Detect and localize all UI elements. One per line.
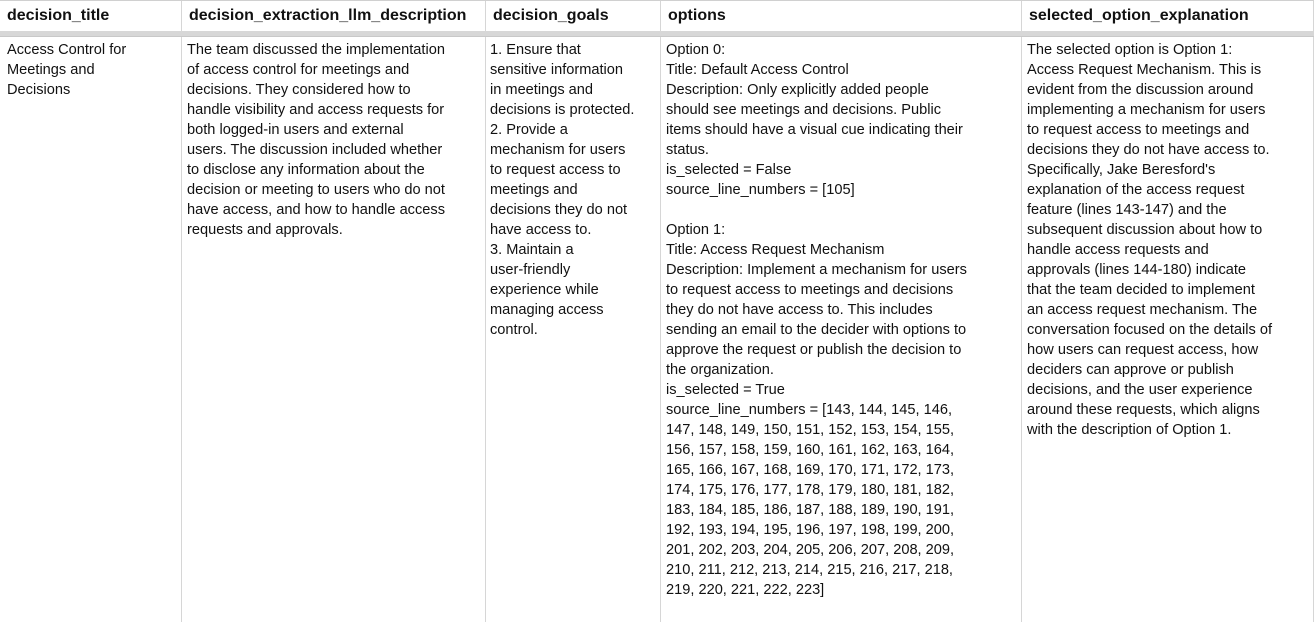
cell-decision-title[interactable]: Access Control for Meetings and Decisions (0, 37, 182, 622)
cell-decision-extraction-llm-description[interactable]: The team discussed the implementation of access control for meetings and decisions. They considered how to handle visibility and access requests for both logged-in users and external users. The discussion included whether to disclose any information about the decision or meeting to users who do not have access, and how to handle access requests and approvals. (182, 37, 486, 622)
header-cell-decision-extraction-llm-description[interactable]: decision_extraction_llm_description (182, 1, 486, 31)
header-cell-selected-option-explanation[interactable]: selected_option_explanation (1022, 1, 1314, 31)
table-row (0, 37, 1314, 622)
header-cell-decision-goals[interactable]: decision_goals (486, 1, 661, 31)
header-cell-decision-title[interactable]: decision_title (0, 1, 182, 31)
header-cell-options[interactable]: options (661, 1, 1022, 31)
cell-decision-goals[interactable]: 1. Ensure that sensitive information in meetings and decisions is protected. 2. Provide a mechanism for users to request access to meetings and decisions they do not have access to. 3. Maintain a user-friendly experience while managing access control. (486, 37, 661, 622)
cell-selected-option-explanation[interactable]: The selected option is Option 1: Access Request Mechanism. This is evident from the discussion around implementing a mechanism for users to request access to meetings and decisions they do not have access to. Specifically, Jake Beresford's explanation of the access request feature (lines 143-147) and the subsequent discussion about how to handle access requests and approvals (lines 144-180) indicate that the team decided to implement an access request mechanism. The conversation focused on the details of how users can request access, how deciders can approve or publish decisions, and the user experience around these requests, which aligns with the description of Option 1. (1022, 37, 1314, 622)
cell-options[interactable]: Option 0: Title: Default Access Control Description: Only explicitly added people should see meetings and decisions. Public items should have a visual cue indicating their status. is_selected = False source_line_numbers = [105] Option 1: Title: Access Request Mechanism Description: Implement a mechanism for users to request access to meetings and decisions they do not have access to. This includes sending an email to the decider with options to approve the request or publish the decision to the organization. is_selected = True source_line_numbers = [143, 144, 145, 146, 147, 148, 149, 150, 151, 152, 153, 154, 155, 156, 157, 158, 159, 160, 161, 162, 163, 164, 165, 166, 167, 168, 169, 170, 171, 172, 173, 174, 175, 176, 177, 178, 179, 180, 181, 182, 183, 184, 185, 186, 187, 188, 189, 190, 191, 192, 193, 194, 195, 196, 197, 198, 199, 200, 201, 202, 203, 204, 205, 206, 207, 208, 209, 210, 211, 212, 213, 214, 215, 216, 217, 218, 219, 220, 221, 222, 223] (661, 37, 1022, 622)
header-row (0, 1, 1314, 31)
